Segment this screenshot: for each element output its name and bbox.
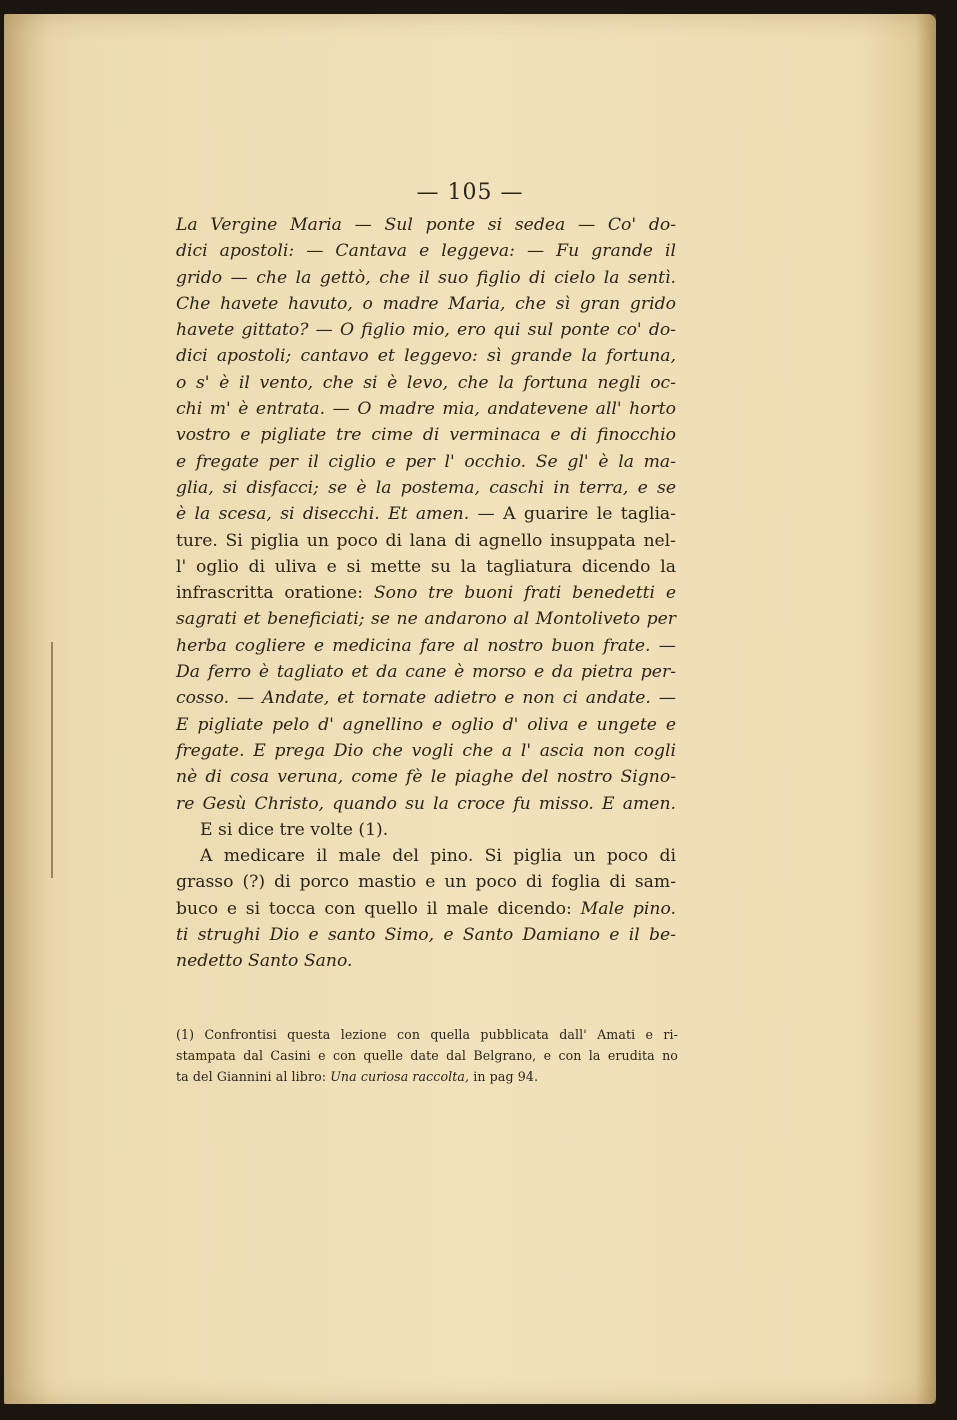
- italic-text: dici apostoli: — Cantava e leggeva: — Fu grande il: [176, 241, 676, 262]
- binding-mark: [51, 642, 53, 878]
- roman-text: A medicare il male del pino. Si piglia un poco di: [200, 846, 676, 867]
- text-line: [176, 896, 676, 922]
- roman-text: l' oglio di uliva e si mette su la tagliatura dicendo la: [176, 556, 676, 577]
- text-line: [176, 265, 676, 291]
- text-line: [176, 948, 676, 974]
- roman-text: infrascritta oratione:: [176, 583, 374, 604]
- text-line: [176, 633, 676, 659]
- text-line: [176, 291, 676, 317]
- roman-text: — A guarire le taglia-: [469, 504, 676, 525]
- italic-text: nè di cosa veruna, come fè le piaghe del nostro Signo-: [176, 767, 676, 788]
- roman-text: (1) Confrontisi questa lezione con quella pubblicata dall' Amati e ri-: [176, 1027, 678, 1042]
- text-line: [176, 738, 676, 764]
- text-line: [176, 712, 676, 738]
- text-line: [176, 370, 676, 396]
- text-line: [176, 238, 676, 264]
- roman-text: buco e si tocca con quello il male dicendo:: [176, 898, 581, 919]
- italic-text: chi m' è entrata. — O madre mia, andatevene all' horto: [176, 399, 676, 420]
- roman-text: in pag 94.: [469, 1069, 539, 1084]
- text-line: [176, 449, 676, 475]
- roman-text: E si dice tre volte (1).: [200, 819, 389, 840]
- text-line: [176, 869, 676, 895]
- text-line: [176, 501, 676, 527]
- roman-text: ta del Giannini al libro:: [176, 1069, 331, 1084]
- italic-text: herba cogliere e medicina fare al nostro buon frate. —: [176, 635, 676, 656]
- italic-text: cosso. — Andate, et tornate adietro e non ci andate. —: [176, 688, 676, 709]
- italic-text: sagrati et beneficiati; se ne andarono al Montoliveto per: [176, 609, 676, 630]
- text-line: [176, 317, 676, 343]
- text-line: [176, 817, 676, 843]
- italic-text: fregate. E prega Dio che vogli che a l' ascia non cogli: [176, 740, 676, 761]
- footnote-line: [176, 1024, 678, 1045]
- roman-text: stampata dal Casini e con quelle date dal Belgrano, e con la erudita no: [176, 1048, 678, 1063]
- italic-text: e fregate per il ciglio e per l' occhio. Se gl' è la ma-: [176, 451, 676, 472]
- italic-text: ti strughi Dio e santo Simo, e Santo Damiano e il be-: [176, 925, 676, 946]
- text-line: [176, 659, 676, 685]
- footnote: [176, 1024, 678, 1087]
- italic-text: re Gesù Christo, quando su la croce fu misso. E amen.: [176, 793, 676, 814]
- italic-text: vostro e pigliate tre cime di verminaca e di finocchio: [176, 425, 676, 446]
- italic-text: Male pino.: [580, 898, 676, 919]
- text-line: [176, 843, 676, 869]
- text-line: [176, 475, 676, 501]
- text-line: [176, 922, 676, 948]
- italic-text: La Vergine Maria — Sul ponte si sedea — Co' do-: [176, 215, 676, 235]
- text-line: [176, 606, 676, 632]
- italic-text: grido — che la gettò, che il suo figlio di cielo la sentì.: [176, 267, 676, 288]
- italic-text: Una curiosa raccolta,: [330, 1069, 470, 1084]
- italic-text: nedetto Santo Sano.: [176, 951, 353, 972]
- italic-text: è la scesa, si disecchi. Et amen.: [176, 504, 470, 525]
- roman-text: grasso (?) di porco mastio e un poco di foglia di sam-: [176, 872, 676, 893]
- italic-text: Che havete havuto, o madre Maria, che sì gran grido: [176, 293, 676, 314]
- text-line: [176, 580, 676, 606]
- text-line: [176, 422, 676, 448]
- text-line: [176, 528, 676, 554]
- text-line: [176, 212, 676, 238]
- page-number: — 105 —: [416, 180, 524, 205]
- italic-text: o s' è il vento, che si è levo, che la fortuna negli oc-: [176, 372, 676, 393]
- italic-text: Sono tre buoni frati benedetti e: [373, 583, 676, 604]
- page-gutter-shadow: [4, 14, 50, 1404]
- text-line: [176, 685, 676, 711]
- text-line: [176, 343, 676, 369]
- text-line: [176, 791, 676, 817]
- body-text: [176, 212, 676, 975]
- italic-text: glia, si disfacci; se è la postema, caschi in terra, e se: [176, 477, 676, 498]
- italic-text: E pigliate pelo d' agnellino e oglio d' oliva e ungete e: [176, 714, 676, 735]
- italic-text: havete gittato? — O figlio mio, ero qui sul ponte co' do-: [176, 320, 676, 341]
- footnote-line: [176, 1045, 678, 1066]
- text-line: [176, 396, 676, 422]
- text-line: [176, 764, 676, 790]
- roman-text: ture. Si piglia un poco di lana di agnello insuppata nel-: [176, 530, 676, 551]
- footnote-line: [176, 1066, 678, 1087]
- page-edge-shadow: [916, 14, 936, 1404]
- italic-text: Da ferro è tagliato et da cane è morso e da pietra per-: [176, 662, 676, 683]
- italic-text: dici apostoli; cantavo et leggevo: sì grande la fortuna,: [176, 346, 676, 367]
- text-line: [176, 554, 676, 580]
